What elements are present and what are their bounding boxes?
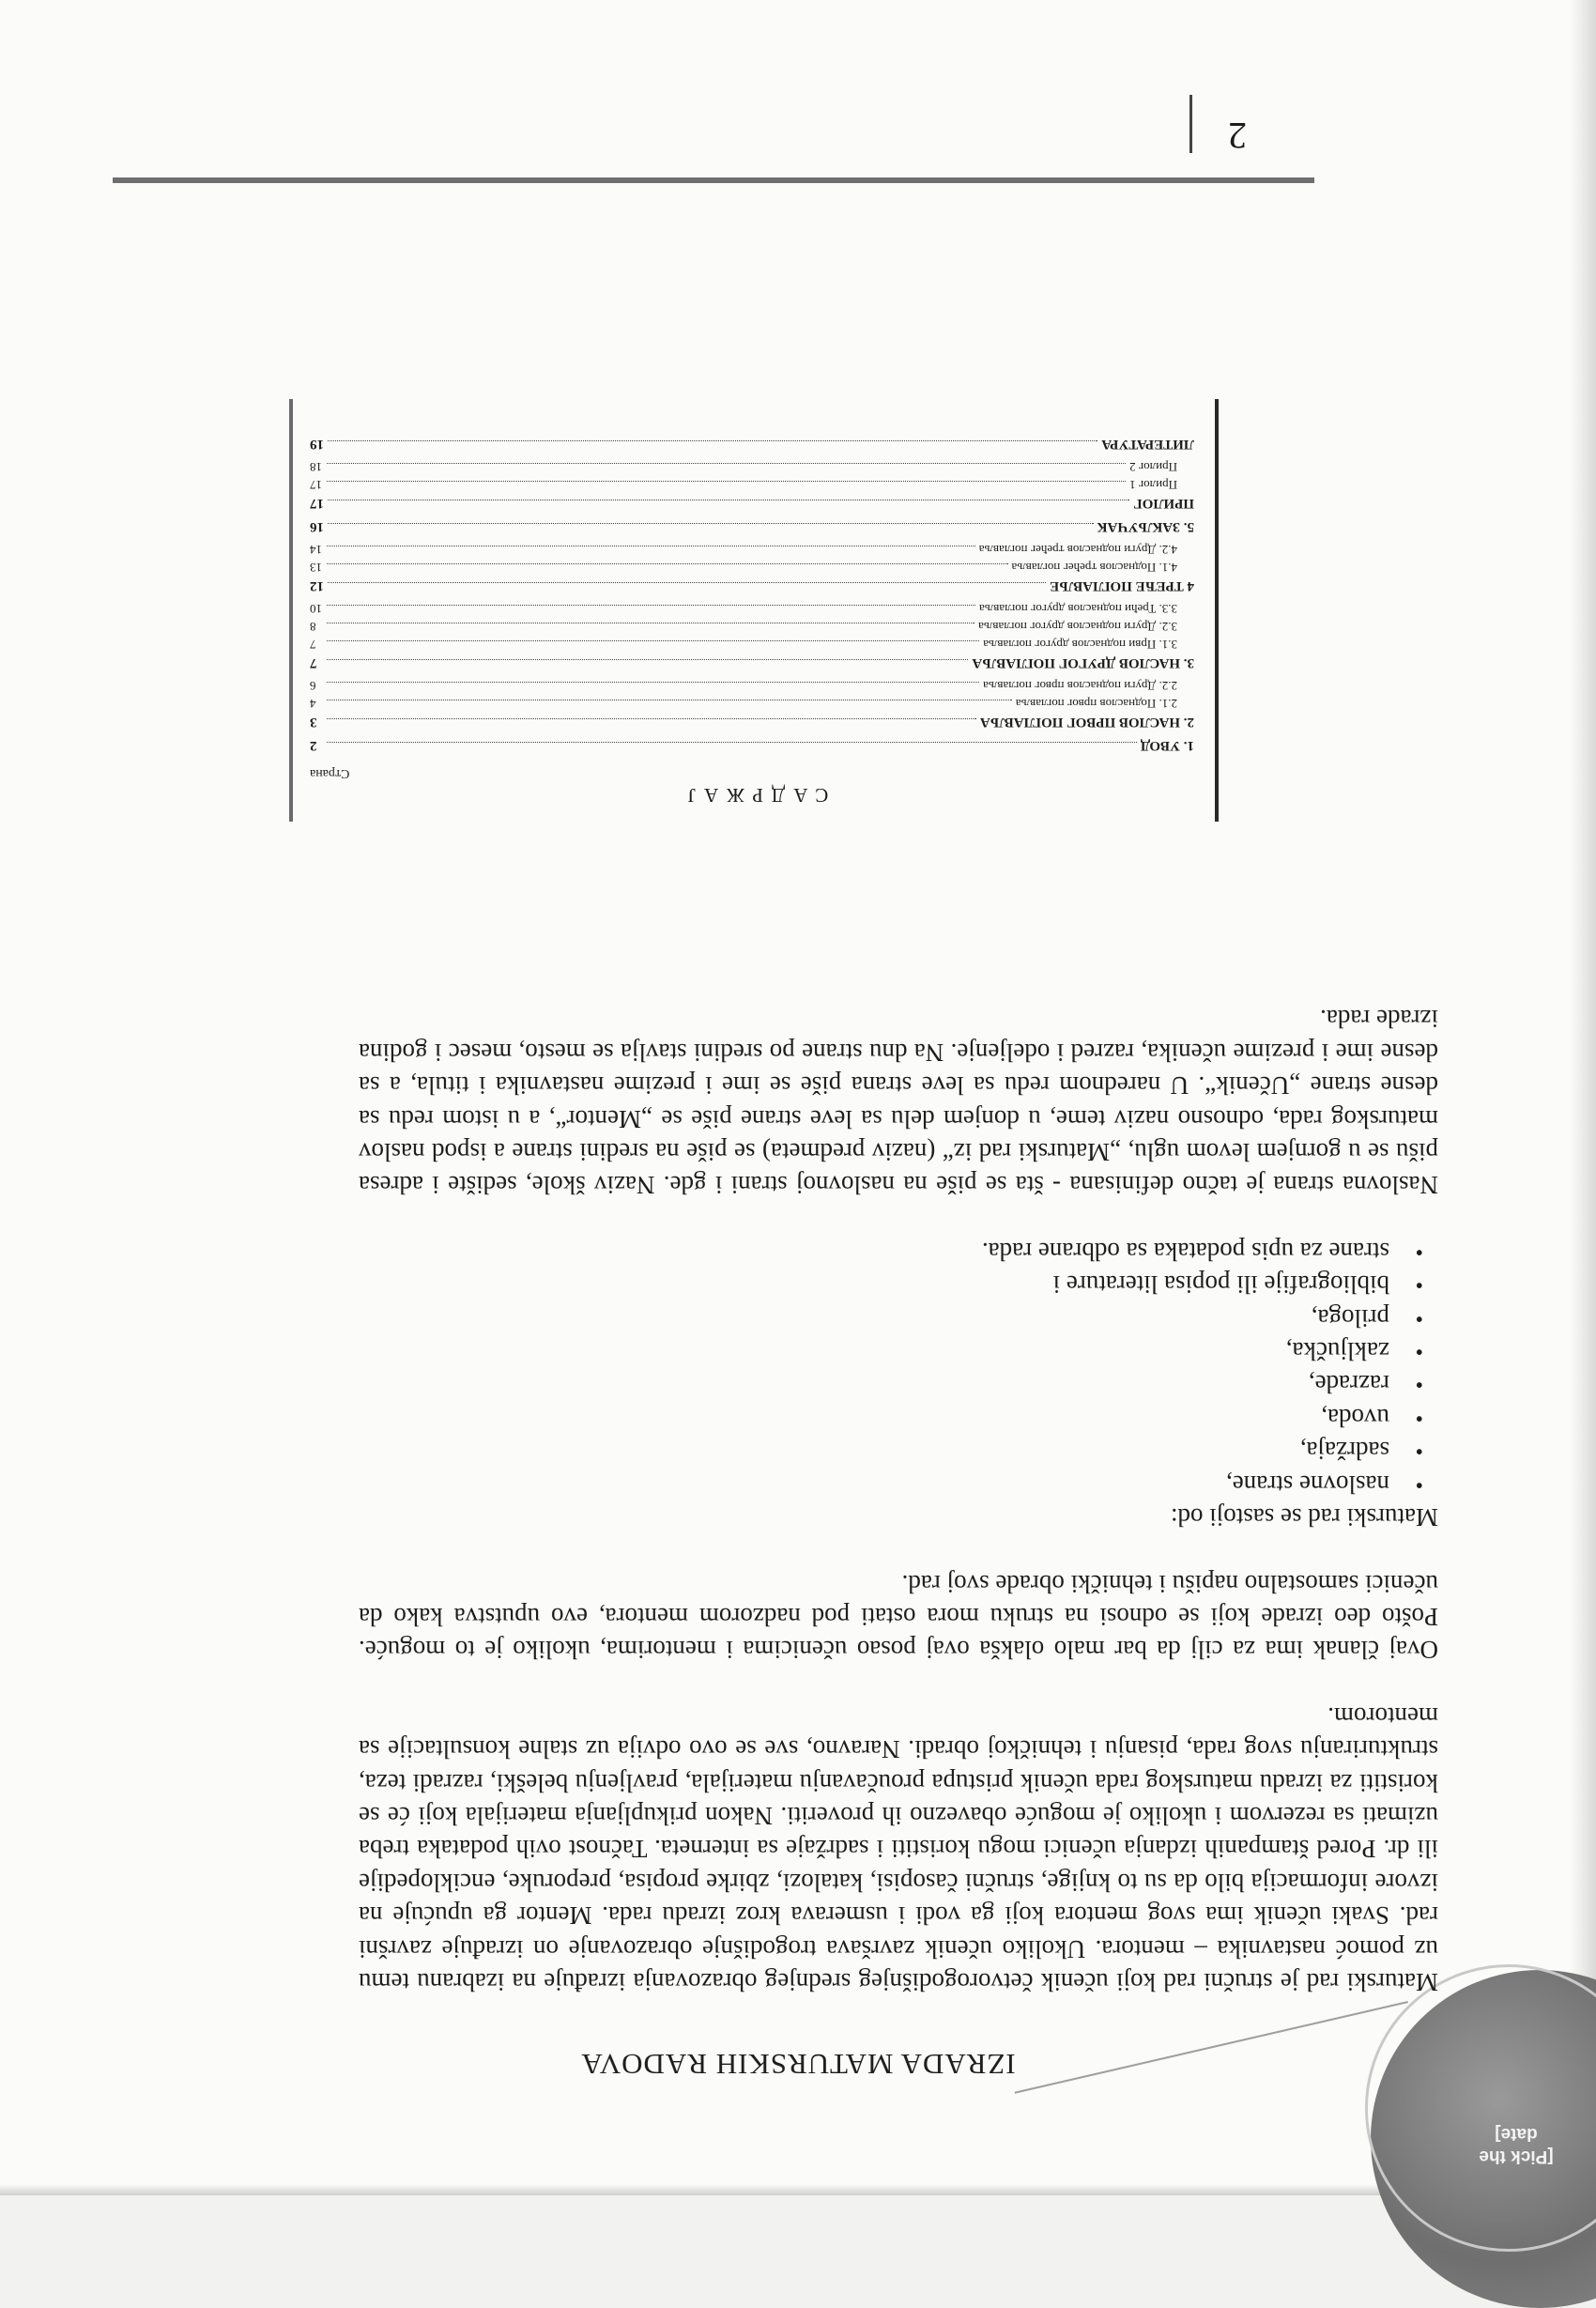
toc-leader-dots [327, 605, 975, 606]
toc-entry [310, 476, 1194, 494]
toc-entry-label: 2. НАСЛОВ ПРВОГ ПОГЛАВЉА [979, 715, 1194, 730]
paragraph-gap [359, 1533, 1438, 1566]
toc-list [310, 435, 1194, 760]
intro-paragraph: Maturski rad je stručni rad koji učenik četvorogodišnjeg srednjeg obrazovanja izrađuje na izabranu temu uz pomoć nastavnika – mentora. Ukoliko učenik završava trogodišnje obrazovanje on izrađuje završni rad. Svaki učenik ima svog mentora koji ga vodi i usmerava kroz izradu rada. Mentor ga upućuje na izvore informacija bilo da su to knjige, stručni časopisi, katalozi, zbirke propisa, preporuke, enciklopedije ili dr. Pored štampanih izdanja učenici mogu koristiti i sadržaje sa interneta. Tačnost ovih podataka treba uzimati sa rezervom i ukoliko je moguće obavezno ih proveriti. Nakon prikupljanja materijala koji će se koristiti za izradu maturskog rada učenik pristupa proučavanju materijala, pravljenju beleški, razradi teza, strukturiranju svog rada, pisanju i tehničkoj obradi. Naravno, sve se ovo odvija uz stalne konsultacije sa mentorom. [359, 1701, 1438, 1996]
toc-entry-label: 4 ТРЕЋЕ ПОГЛАВЉЕ [1050, 578, 1194, 593]
toc-entry-page: 14 [310, 543, 322, 557]
toc-entry-page: 17 [310, 496, 324, 511]
list-item: • strane za upis podataka sa odbrane rada. [359, 1234, 1389, 1267]
toc-entry-label: 2.2. Други поднаслов првог поглавља [983, 679, 1177, 693]
list-item: • naslovne strane, [359, 1467, 1389, 1500]
toc-leader-dots [328, 440, 1097, 441]
toc-entry [310, 713, 1194, 731]
toc-entry-page: 12 [310, 578, 324, 593]
page-number-separator [1189, 95, 1192, 153]
toc-entry-label: 2.1. Поднаслов првог поглавља [1015, 697, 1177, 711]
toc-entry-page: 17 [310, 478, 322, 492]
toc-entry [310, 736, 1194, 754]
scan-top-edge-shadow [0, 2184, 1596, 2195]
list-item: • uvoda, [359, 1401, 1389, 1434]
toc-entry-label: Прилог 2 [1129, 460, 1177, 474]
toc-entry-page: 16 [310, 519, 324, 534]
toc-entry-label: 4.2. Други поднаслов трећег поглавља [978, 543, 1177, 557]
paragraph-gap [359, 1666, 1438, 1699]
page-number: 2 [1228, 115, 1247, 157]
date-badge-text: [Pick the date] [1479, 2124, 1554, 2166]
toc-leader-dots [327, 742, 1137, 743]
list-item: • priloga, [359, 1300, 1389, 1333]
document-body [359, 1002, 1438, 1998]
toc-leader-dots [327, 682, 979, 683]
list-item: • sadržaja, [359, 1434, 1389, 1467]
toc-entry-page: 3 [310, 715, 317, 730]
toc-entry [310, 577, 1194, 594]
toc-entry [310, 618, 1194, 636]
list-item: • zaključka, [359, 1334, 1389, 1367]
toc-entry-page: 6 [310, 679, 316, 693]
toc-entry-page: 4 [310, 697, 316, 711]
toc-leader-dots [327, 718, 976, 719]
toc-leader-dots [328, 582, 1046, 583]
composition-list [359, 1234, 1438, 1500]
toc-entry [310, 517, 1194, 535]
toc-entry-label: ЛИТЕРАТУРА [1101, 437, 1194, 452]
toc-entry-label: 3.1. Први поднаслов другог поглавља [983, 638, 1177, 652]
list-item: • bibliografije ili popisa literature i [359, 1268, 1389, 1300]
toc-entry-page: 7 [310, 655, 317, 670]
date-badge [1371, 1970, 1596, 2308]
toc-leader-dots [327, 563, 1008, 564]
table-of-contents-example [289, 399, 1219, 822]
toc-entry-page: 7 [310, 638, 316, 652]
toc-leader-dots [327, 481, 1126, 482]
toc-entry [310, 559, 1194, 577]
toc-entry-page: 2 [310, 738, 317, 753]
toc-leader-dots [327, 463, 1126, 464]
toc-entry-label: 4.1. Поднаслов трећег поглавља [1011, 561, 1177, 575]
paragraph-gap [359, 1201, 1438, 1234]
toc-entry [310, 494, 1194, 512]
toc-entry-page: 10 [310, 602, 322, 616]
toc-title: САДРЖАЈ [679, 784, 829, 807]
toc-entry-label: Прилог 1 [1129, 478, 1177, 492]
document-title: IZRADA MATURSKIH RADOVA [580, 2048, 1016, 2081]
list-item: • razrade, [359, 1367, 1389, 1400]
scan-edge-shadow [1570, 0, 1596, 2195]
toc-entry-label: 1. УВОД [1140, 738, 1194, 753]
footer-rule [113, 177, 1314, 183]
purpose-paragraph: Ovaj članak ima za cilj da bar malo olakša ovaj posao učenicima i mentorima, ukoliko je to moguće. Pošto deo izrade koji se odnosi na struku mora ostati pod nadzorom mentora, evo uputstva kako da učenici samostalno napišu i tehnički obrade svoj rad. [359, 1569, 1438, 1665]
toc-leader-dots [327, 659, 968, 660]
toc-entry-label: ПРИЛОГ [1133, 496, 1194, 511]
toc-entry-label: 3. НАСЛОВ ДРУГОГ ПОГЛАВЉА [972, 655, 1194, 670]
toc-entry [310, 600, 1194, 618]
toc-entry-label: 3.2. Други поднаслов другог поглавља [978, 620, 1177, 634]
toc-entry-page: 18 [310, 460, 322, 474]
toc-entry-page: 13 [310, 561, 322, 575]
toc-entry-page: 8 [310, 620, 316, 634]
toc-entry [310, 654, 1194, 671]
toc-entry-page: 19 [310, 437, 324, 452]
title-page-paragraph: Naslovna strana je tačno definisana - šta se piše na naslovnoj strani i gde. Naziv škole, sedište i adresa pišu se u gornjem levom uglu, „Maturski rad iz“ (naziv predmeta) se piše na sredini strane a ispod naslov maturskog rada, odnosno naziv teme, u donjem delu sa leve strane piše se „Mentor“, a u istom redu sa desne strane „Učenik“. U narednom redu sa leve strana piše se ime i prezime nastavnika i titula, a sa desne ime i prezime učenika, razred i odeljenje. Na dnu strane po sredini stavlja se mesto, mesec i godina izrade rada. [359, 1005, 1438, 1200]
toc-entry [310, 695, 1194, 713]
toc-entry-label: 5. ЗАКЉУЧАК [1097, 519, 1194, 534]
composition-heading: Maturski rad se sastoji od: [1171, 1503, 1438, 1532]
toc-leader-dots [328, 523, 1094, 524]
toc-entry-label: 3.3. Трећи поднаслов другог поглавља [978, 602, 1177, 616]
toc-page-label: Страна [310, 766, 350, 780]
toc-entry [310, 458, 1194, 476]
toc-entry [310, 636, 1194, 654]
toc-entry [310, 435, 1194, 453]
toc-leader-dots [327, 640, 979, 641]
toc-entry [310, 677, 1194, 695]
toc-entry [310, 541, 1194, 559]
